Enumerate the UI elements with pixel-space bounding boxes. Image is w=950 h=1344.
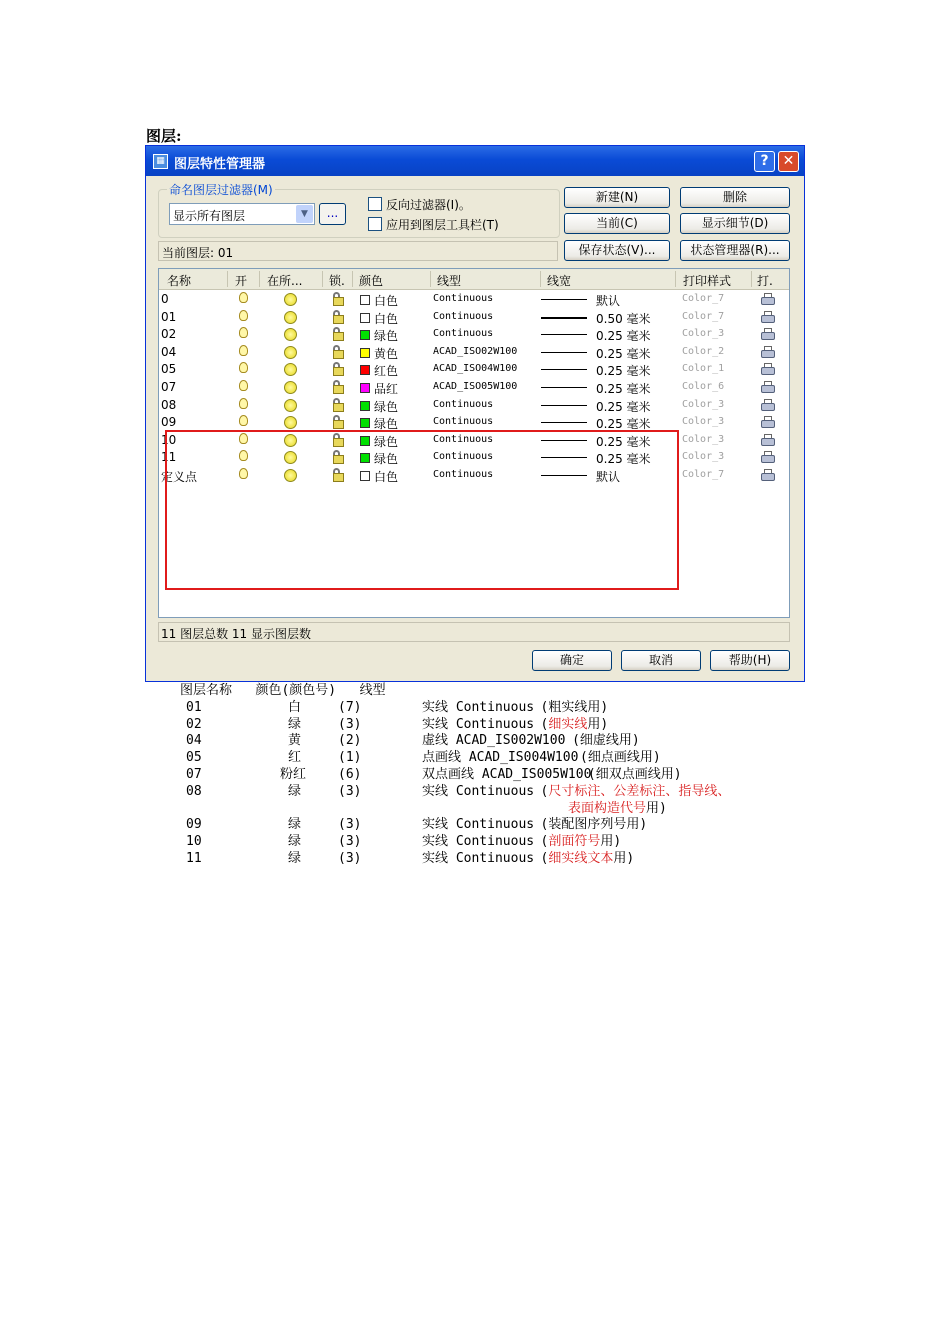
- layer-lineweight[interactable]: 0.25 毫米: [596, 346, 651, 361]
- lightbulb-icon[interactable]: [239, 345, 248, 356]
- layer-row[interactable]: [159, 361, 789, 378]
- layer-linetype[interactable]: Continuous: [433, 328, 494, 340]
- legend-note-text: (细虚线用): [572, 733, 640, 749]
- legend-linetype: 实线 Continuous: [422, 851, 535, 866]
- legend-linetype: 实线 Continuous: [422, 817, 535, 833]
- col-header-lock[interactable]: 锁.: [329, 274, 345, 288]
- color-swatch[interactable]: [360, 401, 370, 411]
- legend-note-text: (: [540, 783, 549, 799]
- layer-plot-style: Color_7: [682, 469, 725, 480]
- legend-note-highlight: 细实线文本: [548, 851, 614, 866]
- layer-color-name[interactable]: 红色: [374, 364, 399, 379]
- legend-color-number: (6): [338, 767, 362, 782]
- legend-note: [541, 817, 648, 834]
- col-header-linetype[interactable]: 线型: [437, 274, 462, 288]
- new-layer-button[interactable]: 新建(N): [564, 187, 670, 208]
- legend-layer-name: 04: [186, 733, 202, 749]
- layer-plot-style: Color_3: [682, 433, 725, 445]
- lineweight-sample: [541, 369, 587, 370]
- legend-note-text: (细双点画线用): [587, 767, 682, 782]
- lightbulb-icon[interactable]: [239, 292, 248, 303]
- color-swatch[interactable]: [360, 365, 370, 375]
- named-layer-filter-label: 命名图层过滤器(M): [169, 183, 273, 197]
- col-header-color[interactable]: 颜色: [359, 274, 384, 288]
- legend-color-number: (3): [338, 817, 362, 833]
- printer-icon[interactable]: [761, 311, 775, 323]
- window-title: 图层特性管理器: [174, 157, 266, 172]
- layer-name[interactable]: 07: [161, 380, 177, 394]
- legend-layer-name: 08: [186, 783, 202, 799]
- highlight-box: [165, 430, 679, 590]
- legend-note-text: (粗实线用): [540, 699, 609, 715]
- sun-icon[interactable]: [284, 328, 297, 341]
- lineweight-sample: [541, 299, 587, 300]
- legend-note: [572, 733, 640, 750]
- status-bar: [158, 622, 790, 642]
- color-swatch[interactable]: [360, 330, 370, 340]
- legend-note: [541, 717, 609, 734]
- lineweight-sample: [541, 405, 587, 406]
- layer-color-name[interactable]: 白色: [374, 294, 399, 308]
- color-swatch[interactable]: [360, 383, 370, 393]
- printer-icon[interactable]: [761, 293, 775, 305]
- named-layer-filter-group: [158, 183, 560, 238]
- layer-plot-style: Color_7: [682, 310, 725, 322]
- printer-icon[interactable]: [761, 434, 775, 446]
- layer-lineweight[interactable]: 0.25 毫米: [596, 382, 651, 396]
- lightbulb-icon[interactable]: [239, 362, 248, 373]
- legend-note: [541, 834, 622, 851]
- col-header-on[interactable]: 开: [235, 274, 248, 288]
- legend-note-text: 用): [613, 851, 635, 866]
- layer-color-name[interactable]: 绿色: [374, 329, 399, 344]
- legend-linetype: 实线 Continuous: [422, 834, 535, 850]
- sun-icon[interactable]: [284, 346, 297, 359]
- layer-plot-style: Color_2: [682, 345, 725, 357]
- layer-row[interactable]: [159, 344, 789, 361]
- layer-list-header: [159, 269, 789, 290]
- lock-icon[interactable]: [331, 292, 344, 306]
- printer-icon[interactable]: [761, 346, 775, 358]
- layer-lineweight[interactable]: 0.25 毫米: [596, 329, 651, 344]
- layer-name[interactable]: 05: [161, 362, 177, 377]
- layer-plot-style: Color_7: [682, 293, 725, 304]
- legend-color-number: (1): [338, 750, 362, 766]
- filter-browse-button[interactable]: ...: [319, 203, 346, 225]
- delete-layer-button[interactable]: 删除: [680, 187, 790, 208]
- layer-lineweight[interactable]: 0.25 毫米: [596, 364, 651, 379]
- lightbulb-icon[interactable]: [239, 327, 248, 338]
- layer-filter-value: 显示所有图层: [173, 209, 246, 223]
- layer-color-name[interactable]: 品红: [374, 382, 399, 396]
- state-manager-button[interactable]: 状态管理器(R)...: [680, 240, 790, 261]
- layer-lineweight[interactable]: 默认: [596, 470, 621, 484]
- layer-plot-style: Color_3: [682, 416, 725, 428]
- layer-plot-style: Color_6: [682, 381, 725, 392]
- invert-filter-checkbox[interactable]: [368, 197, 382, 211]
- layer-row[interactable]: [159, 326, 789, 343]
- lineweight-sample: [541, 317, 587, 319]
- legend-note-text: (: [540, 851, 549, 866]
- legend-note-text: 用): [646, 800, 667, 816]
- printer-icon[interactable]: [761, 381, 775, 393]
- layer-lineweight[interactable]: 默认: [596, 294, 621, 308]
- col-header-plot[interactable]: 打.: [757, 274, 773, 288]
- close-button[interactable]: ✕: [778, 151, 799, 172]
- legend-linetype: 实线 Continuous: [422, 699, 535, 715]
- legend-note-text: 用): [587, 716, 609, 732]
- legend-note: [541, 784, 731, 801]
- layer-name[interactable]: 定义点: [161, 470, 198, 484]
- legend-note-highlight: 尺寸标注、公差标注、指导线、: [548, 783, 731, 799]
- layer-linetype[interactable]: ACAD_ISO05W100: [433, 381, 518, 392]
- layer-name[interactable]: 01: [161, 309, 177, 324]
- layer-row[interactable]: [159, 397, 789, 414]
- legend-note-text: (装配图序列号用): [540, 817, 648, 833]
- sun-icon[interactable]: [284, 399, 297, 412]
- legend-color: 黄: [288, 733, 302, 749]
- layer-linetype[interactable]: Continuous: [433, 293, 494, 304]
- layer-row[interactable]: [159, 379, 789, 396]
- layer-properties-manager-window: [145, 145, 805, 682]
- ok-button[interactable]: 确定: [532, 650, 612, 671]
- legend-color: 白: [288, 699, 302, 715]
- lock-icon[interactable]: [331, 415, 344, 429]
- lightbulb-icon[interactable]: [239, 380, 248, 391]
- layer-linetype[interactable]: Continuous: [433, 416, 494, 428]
- legend-note-highlight: 剖面符号: [548, 834, 601, 850]
- legend-linetype: 实线 Continuous: [422, 716, 535, 732]
- layer-list[interactable]: [158, 268, 790, 618]
- layer-name[interactable]: 10: [161, 432, 177, 447]
- lightbulb-icon[interactable]: [239, 310, 248, 321]
- printer-icon[interactable]: [761, 328, 775, 340]
- sun-icon[interactable]: [284, 293, 297, 306]
- layer-name[interactable]: 08: [161, 397, 177, 412]
- title-bar[interactable]: [146, 146, 804, 176]
- layer-plot-style: Color_3: [682, 398, 725, 410]
- layer-name[interactable]: 0: [161, 292, 169, 306]
- chevron-down-icon[interactable]: ▼: [296, 205, 313, 223]
- invert-filter-label: 反向过滤器(I)。: [386, 198, 471, 212]
- save-state-button[interactable]: 保存状态(V)...: [564, 240, 670, 261]
- layer-name[interactable]: 02: [161, 327, 177, 342]
- color-swatch[interactable]: [360, 348, 370, 358]
- layer-lineweight[interactable]: 0.25 毫米: [596, 399, 651, 414]
- legend-color-number: (3): [338, 834, 362, 850]
- layer-linetype[interactable]: Continuous: [433, 451, 494, 463]
- layer-color-name[interactable]: 绿色: [374, 434, 399, 449]
- legend-color-number: (2): [338, 733, 362, 749]
- current-layer-label: 当前图层: 01: [162, 246, 234, 260]
- layer-plot-style: Color_1: [682, 363, 725, 375]
- lock-icon[interactable]: [331, 398, 344, 412]
- legend-color-number: (3): [338, 716, 362, 732]
- lock-icon[interactable]: [331, 327, 344, 341]
- legend-linetype: 双点画线 ACAD_IS005W100: [422, 767, 592, 782]
- layer-linetype[interactable]: ACAD_ISO02W100: [433, 345, 518, 357]
- apply-toolbar-label: 应用到图层工具栏(T): [386, 218, 499, 232]
- apply-toolbar-checkbox-row[interactable]: [368, 216, 499, 233]
- legend-layer-name: 11: [186, 851, 202, 866]
- sun-icon[interactable]: [284, 416, 297, 429]
- layer-name[interactable]: 09: [161, 415, 177, 430]
- legend-linetype: 虚线 ACAD_IS002W100: [422, 733, 566, 749]
- layer-name[interactable]: 04: [161, 344, 177, 359]
- legend-note-highlight: 表面构造代号: [568, 800, 647, 816]
- legend-header: 图层名称 颜色(颜色号) 线型: [180, 683, 386, 698]
- legend-layer-name: 01: [186, 699, 202, 715]
- legend-note: [568, 801, 667, 818]
- layer-color-name[interactable]: 黄色: [374, 346, 399, 361]
- legend-color-number: (7): [338, 699, 362, 715]
- printer-icon[interactable]: [761, 363, 775, 375]
- printer-icon[interactable]: [761, 399, 775, 411]
- layer-lineweight[interactable]: 0.25 毫米: [596, 434, 651, 449]
- apply-toolbar-checkbox[interactable]: [368, 217, 382, 231]
- layer-color-name[interactable]: 绿色: [374, 452, 399, 467]
- legend-linetype: 实线 Continuous: [422, 783, 535, 799]
- legend-color: 绿: [288, 851, 302, 866]
- legend-note: [541, 851, 635, 868]
- layer-name[interactable]: 11: [161, 450, 177, 465]
- color-swatch[interactable]: [360, 295, 370, 305]
- legend-note-text: (细点画线用): [580, 750, 661, 766]
- help-button[interactable]: 帮助(H): [710, 650, 790, 671]
- lineweight-sample: [541, 387, 587, 388]
- layer-lineweight[interactable]: 0.50 毫米: [596, 311, 651, 326]
- layer-plot-style: Color_3: [682, 328, 725, 340]
- legend-layer-name: 05: [186, 750, 202, 766]
- section-heading: 图层:: [146, 127, 182, 145]
- layer-lineweight[interactable]: 0.25 毫米: [596, 452, 651, 467]
- legend-note: [588, 767, 682, 784]
- legend-color: 粉红: [280, 767, 307, 782]
- lock-icon[interactable]: [331, 362, 344, 376]
- sun-icon[interactable]: [284, 311, 297, 324]
- lock-icon[interactable]: [331, 310, 344, 324]
- layer-plot-style: Color_3: [682, 451, 725, 463]
- layer-row[interactable]: [159, 291, 789, 308]
- lineweight-sample: [541, 352, 587, 353]
- legend-linetype: 点画线 ACAD_IS004W100: [422, 750, 579, 766]
- invert-filter-checkbox-row[interactable]: [368, 196, 471, 213]
- legend-note-text: (: [540, 834, 549, 850]
- lightbulb-icon[interactable]: [239, 415, 248, 426]
- legend-color: 绿: [288, 834, 302, 850]
- color-swatch[interactable]: [360, 418, 370, 428]
- legend-note-text: 用): [600, 834, 622, 850]
- layer-count-status: 11 图层总数 11 显示图层数: [161, 627, 311, 641]
- col-header-plot-style[interactable]: 打印样式: [683, 274, 732, 288]
- legend-layer-name: 09: [186, 817, 202, 833]
- current-layer-field: [158, 241, 558, 261]
- layer-linetype[interactable]: Continuous: [433, 469, 494, 480]
- lineweight-sample: [541, 334, 587, 335]
- lineweight-sample: [541, 422, 587, 423]
- layer-linetype[interactable]: ACAD_ISO04W100: [433, 363, 518, 375]
- help-title-button[interactable]: ?: [754, 151, 775, 172]
- sun-icon[interactable]: [284, 381, 297, 394]
- lock-icon[interactable]: [331, 380, 344, 394]
- legend-note-highlight: 细实线: [548, 716, 588, 732]
- col-header-name[interactable]: 名称: [167, 274, 192, 288]
- printer-icon[interactable]: [761, 469, 775, 481]
- printer-icon[interactable]: [761, 451, 775, 463]
- layer-filter-dropdown[interactable]: [169, 203, 315, 225]
- legend-layer-name: 02: [186, 716, 202, 732]
- lightbulb-icon[interactable]: [239, 398, 248, 409]
- layer-linetype[interactable]: Continuous: [433, 433, 494, 445]
- legend-layer-name: 07: [186, 767, 202, 782]
- layer-row[interactable]: [159, 414, 789, 431]
- legend-color-number: (3): [338, 851, 362, 866]
- legend-note-text: (: [540, 716, 549, 732]
- col-header-freeze[interactable]: 在所...: [267, 274, 303, 288]
- layer-linetype[interactable]: Continuous: [433, 398, 494, 410]
- layer-color-name[interactable]: 绿色: [374, 399, 399, 414]
- cancel-button[interactable]: 取消: [621, 650, 701, 671]
- legend-layer-name: 10: [186, 834, 202, 850]
- legend-color: 绿: [288, 817, 302, 833]
- layer-color-name[interactable]: 绿色: [374, 417, 399, 432]
- layer-color-name[interactable]: 白色: [374, 311, 399, 326]
- col-header-lineweight[interactable]: 线宽: [547, 274, 572, 288]
- legend-note: [580, 750, 661, 767]
- sun-icon[interactable]: [284, 363, 297, 376]
- layer-linetype[interactable]: Continuous: [433, 310, 494, 322]
- printer-icon[interactable]: [761, 416, 775, 428]
- legend-color: 红: [288, 750, 302, 766]
- lock-icon[interactable]: [331, 345, 344, 359]
- legend-color: 绿: [288, 716, 302, 732]
- layer-lineweight[interactable]: 0.25 毫米: [596, 417, 651, 432]
- legend-color: 绿: [288, 783, 302, 799]
- legend-note: [541, 700, 609, 717]
- set-current-button[interactable]: 当前(C): [564, 213, 670, 234]
- layer-row[interactable]: [159, 309, 789, 326]
- show-details-button[interactable]: 显示细节(D): [680, 213, 790, 234]
- legend-color-number: (3): [338, 783, 362, 799]
- color-swatch[interactable]: [360, 313, 370, 323]
- layer-color-name[interactable]: 白色: [374, 470, 399, 484]
- app-icon: ▦: [153, 154, 168, 169]
